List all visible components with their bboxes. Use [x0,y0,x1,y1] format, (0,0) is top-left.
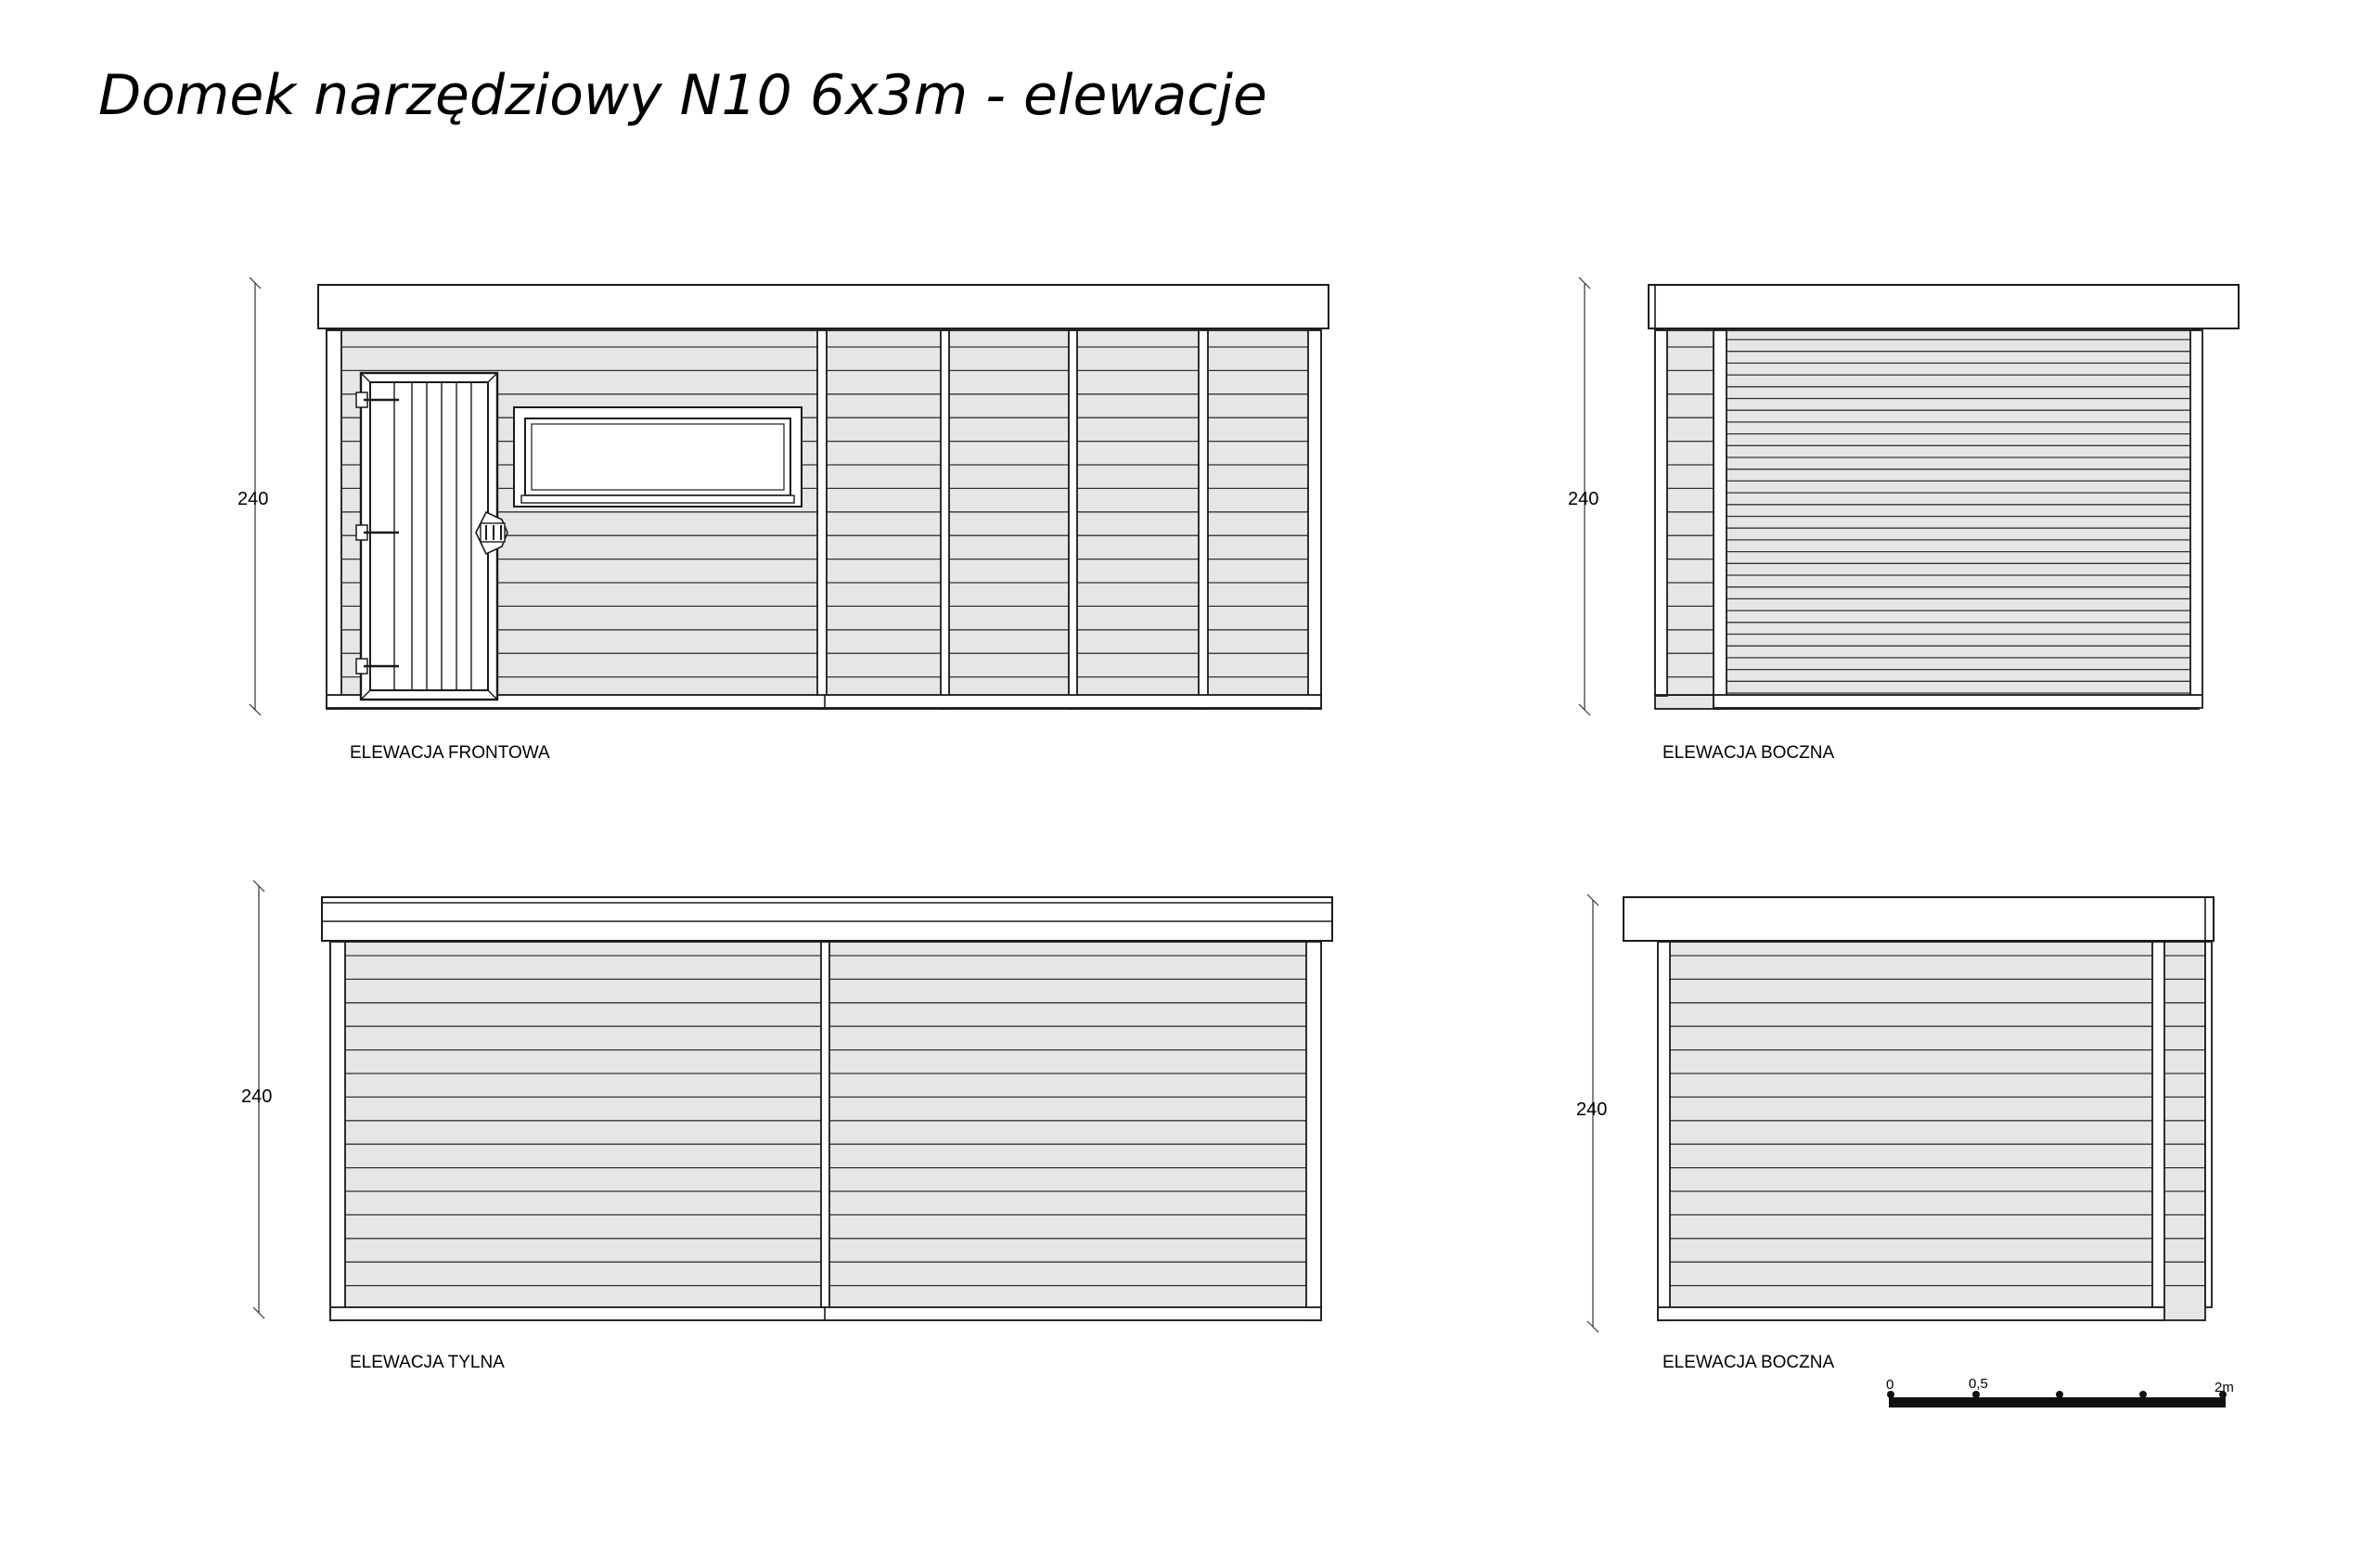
scale-label-05: 0,5 [1969,1376,1988,1392]
corner-post [2152,942,2164,1307]
post [941,330,949,709]
elevation-label-side: ELEWACJA BOCZNA [1662,743,1835,763]
height-dimension-side-right [1568,277,1598,715]
front-elevation [238,277,1329,763]
side-elevation-left [1576,894,2214,1372]
height-dimension-front [238,277,268,715]
base-sill [330,1307,1321,1320]
scale-bar-line [1889,1397,2226,1407]
corner-post [2205,942,2212,1307]
scale-bar [1886,1376,2234,1407]
rear-elevation [241,880,1332,1372]
corner-post [1306,942,1321,1320]
height-dimension-side-left [1576,894,1607,1332]
base-sill [1658,1307,2164,1320]
height-dim-label: 240 [1568,489,1599,509]
page-title: Domek narzędziowy N10 6x3m - elewacje [98,63,1267,128]
corner-post [1308,330,1321,709]
scale-label-2m: 2m [2215,1380,2234,1395]
post [817,330,827,709]
post [1069,330,1077,709]
base-sill [1714,695,2202,708]
corner-post [1655,330,1667,696]
side-wall [1658,942,2205,1320]
window [514,407,802,507]
corner-post [330,942,345,1320]
elevation-label-rear: ELEWACJA TYLNA [350,1353,505,1372]
post [1199,330,1208,709]
roof-fascia [1649,285,2239,328]
corner-post [1658,942,1670,1320]
height-dim-label: 240 [1576,1099,1608,1120]
side-elevation-right [1568,277,2239,763]
roof-fascia [322,897,1332,941]
scale-label-0: 0 [1886,1377,1894,1393]
post [821,942,829,1320]
roof-fascia [1624,897,2214,941]
corner-post [1714,330,1727,709]
height-dim-label: 240 [241,1086,273,1107]
roof-fascia [318,285,1329,328]
elevation-label-side: ELEWACJA BOCZNA [1662,1353,1835,1372]
corner-post [2190,330,2202,696]
door [356,373,507,700]
height-dim-label: 240 [238,489,269,509]
height-dimension-rear [241,880,272,1318]
corner-post [327,330,341,709]
elevation-label-front: ELEWACJA FRONTOWA [350,743,550,763]
